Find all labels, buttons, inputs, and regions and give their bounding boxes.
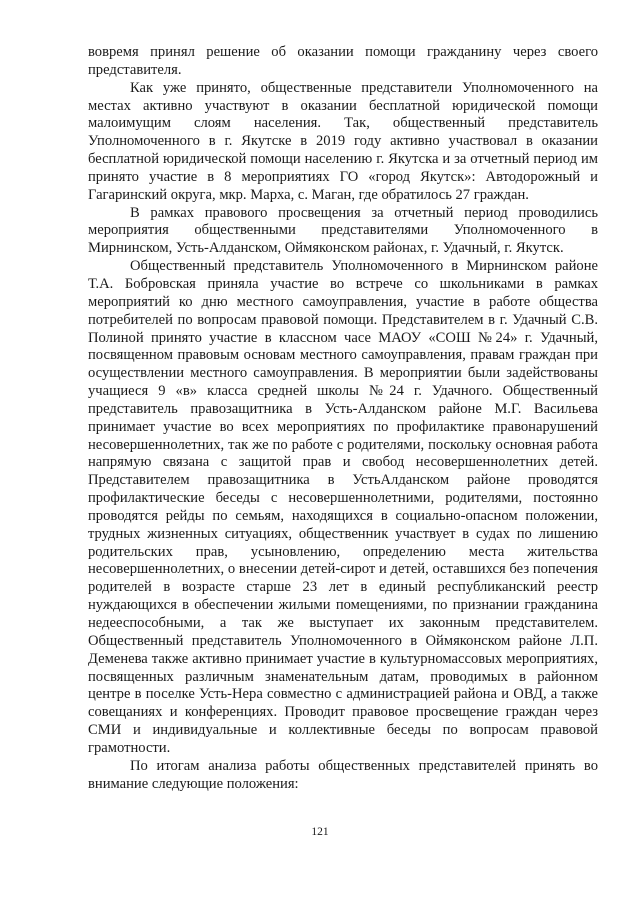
document-page <box>88 44 598 793</box>
page-number: 121 <box>311 826 329 838</box>
paragraph-continuation: вовремя принял решение об оказании помощи гражданину через своего представителя. <box>88 44 598 78</box>
paragraph-representatives-activity: Общественный представитель Уполномоченного в Мирнинском районе Т.А. Бобровская приняла участие во встрече со школьниками в рамках мероприятий ко дню местного самоуправления, участие в работе общества потребителей по вопросам правовой помощи. Представителем в г. Удачный С.В. Полиной принято участие в классном часе МАОУ «СОШ №24» г. Удачный, посвященном правовым основам местного самоуправления, правам граждан при осуществлении местного самоуправления. В мероприятии были задействованы учащиеся 9 «в» класса средней школы №24 г. Удачного. Общественный представитель правозащитника в Усть-Алданском районе М.Г. Васильева принимает участие во всех мероприятиях по профилактике правонарушений несовершеннолетних, так же по работе с родителями, поскольку основная работа напрямую связана с защитой прав и свобод несовершеннолетних детей. Представителем правозащитника в УстьАлданском районе проводятся профилактические беседы с несовершеннолетними, родителями, постоянно проводятся рейды по семьям, находящихся в социально-опасном положении, трудных жизненных ситуациях, общественник участвует в судах по лишению родительских прав, усыновлению, определению места жительства несовершеннолетних, о внесении детей-сирот и детей, оставшихся без попечения родителей в возрасте старше 23 лет в единый республиканский реестр нуждающихся в обеспечении жилыми помещениями, по признании гражданина недееспособными, а так же выступает их законным представителем. Общественный представитель Уполномоченного в Оймяконском районе Л.П. Деменева также активно принимает участие в культурномассовых мероприятиях, посвященных различным знаменательным датам, проводимых в районном центре в поселке Усть-Нера совместно с администрацией района и ОВД, а также совещаниях и конференциях. Проводит правовое просвещение граждан через СМИ и индивидуальные и коллективные беседы по вопросам правовой грамотности. <box>88 258 598 756</box>
paragraph-conclusion-intro: По итогам анализа работы общественных представителей принять во внимание следующие положения: <box>88 757 598 792</box>
paragraph-legal-aid: Как уже принято, общественные представители Уполномоченного на местах активно участвуют в оказании бесплатной юридической помощи малоимущим слоям населения. Так, общественный представитель Уполномоченного в г. Якутске в 2019 году активно участвовал в оказании бесплатной юридической помощи населению г. Якутска и за отчетный период им принято участие в 8 мероприятиях ГО «город Якутск»: Автодорожный и Гагаринский округа, мкр. Марха, с. Маган, где обратилось 27 граждан. <box>88 79 598 203</box>
paragraph-legal-education: В рамках правового просвещения за отчетный период проводились мероприятия общественными представителями Уполномоченного в Мирнинском, Усть-Алданском, Оймяконском районах, г. Удачный, г. Якутск. <box>88 204 598 257</box>
